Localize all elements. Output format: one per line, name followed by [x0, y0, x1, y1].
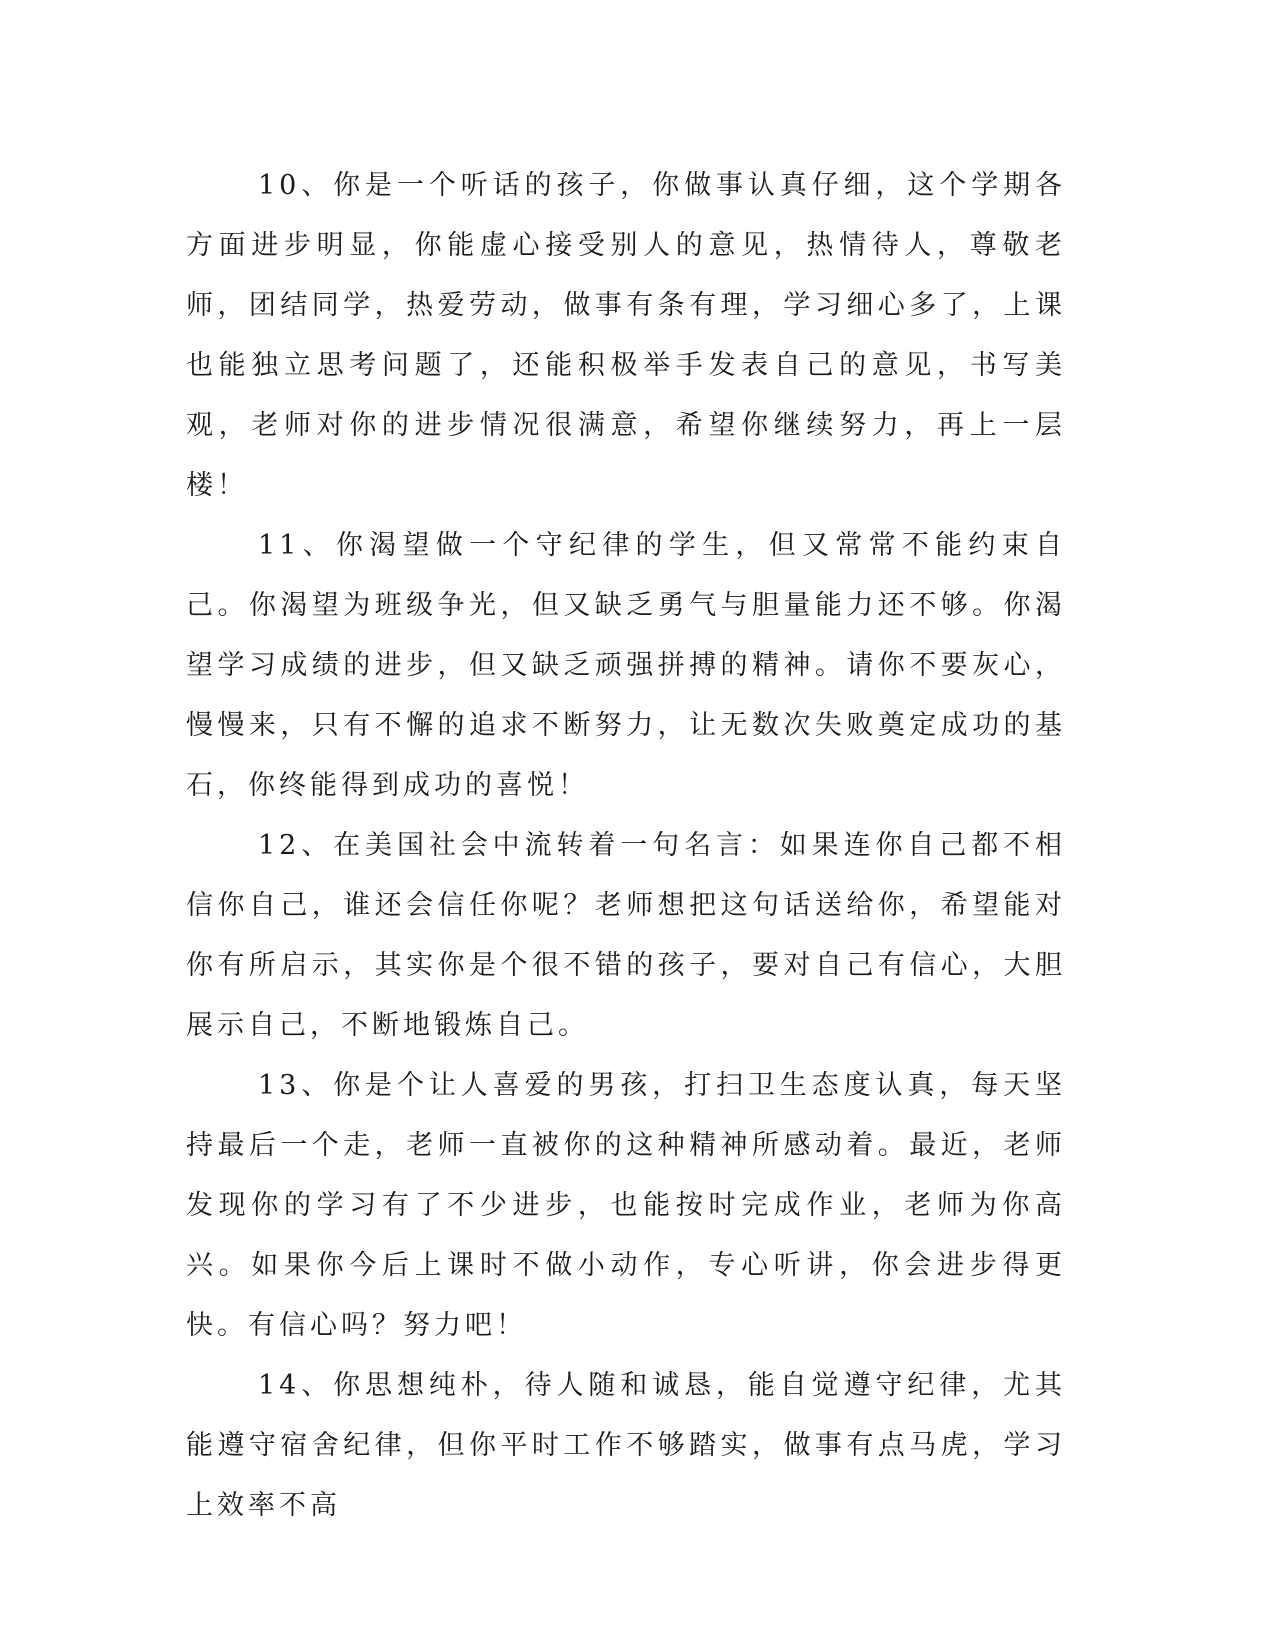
- paragraph-12: 12、在美国社会中流转着一句名言：如果连你自己都不相信你自己，谁还会信任你呢？老师想把这句话送给你，希望能对你有所启示，其实你是个很不错的孩子，要对自己有信心，大胆展示自己，不断地锻炼自己。: [186, 830, 1066, 1041]
- paragraph-11: 11、你渴望做一个守纪律的学生，但又常常不能约束自己。你渴望为班级争光，但又缺乏勇气与胆量能力还不够。你渴望学习成绩的进步，但又缺乏顽强拼搏的精神。请你不要灰心，慢慢来，只有不懈的追求不断努力，让无数次失败奠定成功的基石，你终能得到成功的喜悦！: [186, 530, 1066, 801]
- paragraph-10: 10、你是一个听话的孩子，你做事认真仔细，这个学期各方面进步明显，你能虚心接受别人的意见，热情待人，尊敬老师，团结同学，热爱劳动，做事有条有理，学习细心多了，上课也能独立思考问题了，还能积极举手发表自己的意见，书写美观，老师对你的进步情况很满意，希望你继续努力，再上一层楼！: [186, 170, 1066, 501]
- paragraph-13: 13、你是个让人喜爱的男孩，打扫卫生态度认真，每天坚持最后一个走，老师一直被你的这种精神所感动着。最近，老师发现你的学习有了不少进步，也能按时完成作业，老师为你高兴。如果你今后上课时不做小动作，专心听讲，你会进步得更快。有信心吗？努力吧！: [186, 1070, 1066, 1341]
- paragraph-14: 14、你思想纯朴，待人随和诚恳，能自觉遵守纪律，尤其能遵守宿舍纪律，但你平时工作不够踏实，做事有点马虎，学习上效率不高: [186, 1370, 1066, 1521]
- document-body: [186, 156, 1066, 1536]
